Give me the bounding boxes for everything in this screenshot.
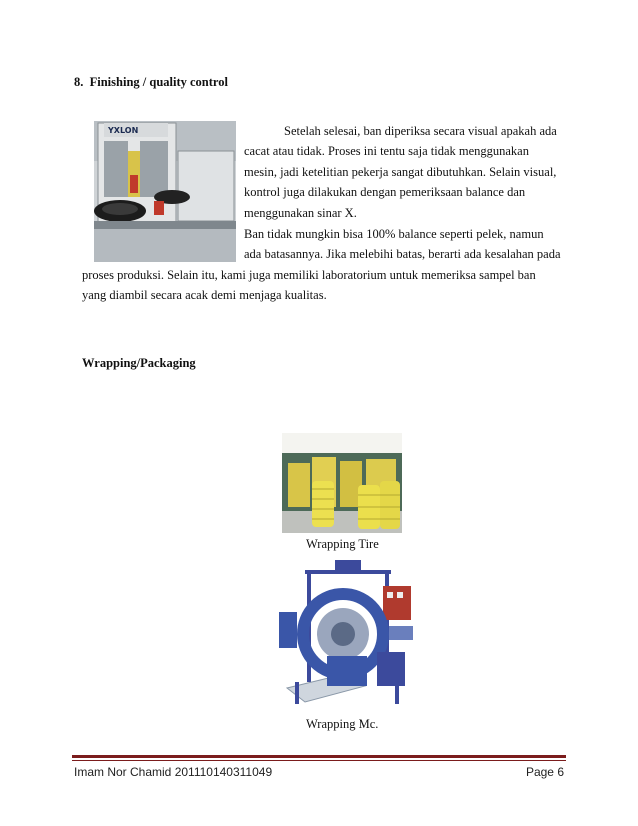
paragraph-line: yang diambil secara acak demi menjaga kualitas. [82, 288, 327, 302]
wrapping-machine-illustration [265, 556, 420, 708]
wrapping-heading: Wrapping/Packaging [82, 356, 196, 370]
footer-page-number: Page 6 [525, 765, 564, 779]
figure-caption-wrapping-tire: Wrapping Tire [306, 537, 379, 551]
paragraph-line: Setelah selesai, ban diperiksa secara visual apakah ada [284, 124, 557, 138]
paragraph-line: cacat atau tidak. Proses ini tentu saja tidak menggunakan [244, 144, 529, 158]
footer-rule-thin [72, 760, 566, 761]
figure-caption-wrapping-mc: Wrapping Mc. [306, 717, 379, 731]
inspection-machine-illustration [94, 121, 236, 262]
wrapped-tires-image [282, 433, 402, 533]
paragraph-line: proses produksi. Selain itu, kami juga memiliki laboratorium untuk memeriksa sampel ban [82, 268, 536, 282]
paragraph-line: menggunakan sinar X. [244, 206, 357, 220]
section-heading [74, 75, 228, 90]
wrapping-machine-image [265, 556, 420, 708]
section-title: Finishing / quality control [89, 75, 228, 89]
paragraph-line: Ban tidak mungkin bisa 100% balance seperti pelek, namun [244, 227, 544, 241]
wrapped-tires-illustration [282, 433, 402, 533]
footer-rule-thick [72, 755, 566, 758]
paragraph-line: ada batasannya. Jika melebihi batas, berarti ada kesalahan pada [244, 247, 561, 261]
paragraph-line: kontrol juga dilakukan dengan pemeriksaan balance dan [244, 185, 526, 199]
paragraph-line: mesin, jadi ketelitian pekerja sangat dibutuhkan. Selain visual, [244, 165, 557, 179]
footer-author: Imam Nor Chamid 201110140311049 [74, 765, 273, 779]
machine-logo: YXLON [108, 126, 139, 135]
inspection-machine-image [94, 121, 236, 262]
section-number: 8. [74, 75, 84, 89]
